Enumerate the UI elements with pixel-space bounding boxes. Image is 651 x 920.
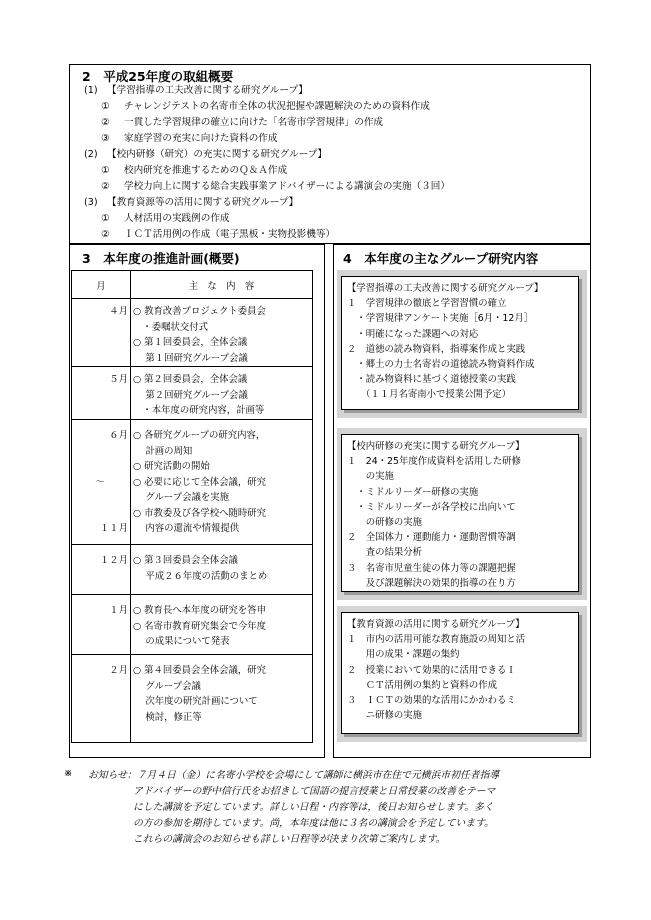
- group1-title: 【学習指導の工夫改善に関する研究グループ】: [107, 85, 308, 96]
- panel-line: ２ 授業において効果的に活用できるＩ: [347, 664, 516, 676]
- section2-heading: 2 平成25年度の取組概要: [82, 69, 234, 84]
- panel-line: ・ミドルリーダー研修の実施: [347, 486, 479, 498]
- panel-school-training: [341, 434, 579, 592]
- panel-educational-resources: [341, 612, 579, 734]
- panel-title: 【校内研修の充実に関する研究グループ】: [347, 441, 525, 452]
- notice-mark: ※: [64, 768, 73, 779]
- notice-line: アドバイザーの野中信行氏をお招きして国語の提言授業と日常授業の改善をテーマ: [133, 786, 496, 797]
- table-row: [72, 367, 313, 420]
- panel-line: の実施: [347, 471, 394, 483]
- group2-item2-mark: ②: [101, 181, 110, 192]
- panel-line: １ 市内の活用可能な教育施設の周知と活: [347, 634, 526, 646]
- panel-line: ＣＴ活用例の集約と資料の作成: [347, 679, 498, 691]
- month-cell: １２月: [72, 545, 131, 595]
- content-cell: ○ 各研究グループの研究内容， 計画の周知 ○ 研究活動の開始 ○ 必要に応じて全体会議，研究 グループ会議を実施 ○ 市教委及び各学校へ随時研究 内容の還流や情報提供: [131, 420, 313, 545]
- month-cell: ５月: [72, 367, 131, 420]
- group1-number: (1): [84, 85, 98, 96]
- month-cell: ４月: [72, 299, 131, 367]
- group3-item1: 人材活用の実践例の作成: [124, 213, 230, 224]
- group1-item3: 家庭学習の充実に向けた資料の作成: [124, 133, 278, 144]
- table-row: [72, 420, 313, 545]
- group3-item2: ＩＣＴ活用例の作成（電子黒板・実物投影機等）: [124, 229, 336, 240]
- group3-number: (3): [84, 197, 98, 208]
- group1-item3-mark: ③: [101, 133, 110, 144]
- group3-item1-mark: ①: [101, 213, 110, 224]
- notice-line: にした講演を予定しています。詳しい日程・内容等は，後日お知らせします。多く: [133, 802, 494, 813]
- month-cell: ２月: [72, 655, 131, 743]
- table-row: [72, 545, 313, 595]
- panel-title: 【教育資源の活用に関する研究グループ】: [347, 619, 525, 630]
- section4-heading: 4 本年度の主なグループ研究内容: [343, 251, 539, 266]
- group2-item1-mark: ①: [101, 165, 110, 176]
- content-cell: ○ 第３回委員会全体会議 平成２６年度の活動のまとめ: [131, 545, 313, 595]
- panel-line: ・読み物資料に基づく道徳授業の実践: [347, 374, 516, 386]
- group2-number: (2): [84, 149, 98, 160]
- group3-title: 【教育資源等の活用に関する研究グループ】: [107, 197, 299, 208]
- month-column-header: 月: [72, 271, 131, 299]
- notice-line: これらの講演会のお知らせも詳しい日程等が決まり次第ご案内します。: [133, 834, 446, 845]
- notice-line: の方の参加を期待しています。尚，本年度は他に３名の講演会を予定しています。: [133, 818, 494, 829]
- panel-learning-guidance: [341, 276, 579, 410]
- schedule-header-row: [72, 271, 313, 299]
- panel-line: （１１月名寄南小で授業公開予定）: [347, 389, 512, 401]
- content-cell: ○ 教育改善プロジェクト委員会 ・委嘱状交付式 ○ 第１回委員会，全体会議 第１回研究グループ会議: [131, 299, 313, 367]
- group2-item2: 学校力向上に関する総合実践事業アドバイザーによる講演会の実施（３回）: [124, 181, 450, 192]
- panel-line: ・明確になった課題への対応: [347, 328, 479, 340]
- notice-line: お知らせ：７月４日（金）に名寄小学校を会場にして講師に横浜市在住で元横浜市初任者指導: [88, 770, 500, 781]
- panel-line: ２ 全国体力・運動能力・運動習慣等調: [347, 532, 516, 544]
- panel-line: １ 学習規律の徹底と学習習慣の確立: [347, 298, 507, 310]
- panel-line: 査の結果分析: [347, 547, 423, 559]
- panel-line: ・ミドルリーダーが各学校に出向いて: [347, 501, 516, 513]
- panel-line: の研修の実施: [347, 517, 423, 529]
- group1-item2-mark: ②: [101, 117, 110, 128]
- table-row: [72, 299, 313, 367]
- month-cell: ６月 ～ １１月: [72, 420, 131, 545]
- table-row: [72, 595, 313, 655]
- panel-line: １ 24・25年度作成資料を活用した研修: [347, 456, 521, 468]
- content-column-header: 主 な 内 容: [131, 271, 313, 299]
- group2-item1: 校内研究を推進するためのＱ＆Ａ作成: [124, 165, 288, 176]
- panel-line: ニ研修の実施: [347, 710, 423, 722]
- panel-line: ・郷土の力士名寄岩の道徳読み物資料作成: [347, 359, 535, 371]
- panel-line: ３ ＩＣＴの効果的な活用にかかわるミ: [347, 695, 516, 707]
- month-cell: １月: [72, 595, 131, 655]
- group2-title: 【校内研修（研究）の充実に関する研究グループ】: [107, 149, 327, 160]
- group3-item2-mark: ②: [101, 229, 110, 240]
- panel-line: ２ 道徳の読み物資料，指導案作成と実践: [347, 343, 526, 355]
- schedule-table: [71, 270, 313, 743]
- section3-heading: 3 本年度の推進計画(概要): [82, 251, 240, 266]
- panel-line: 用の成果・課題の集約: [347, 649, 460, 661]
- group1-item1-mark: ①: [101, 101, 110, 112]
- panel-line: ・学習規律アンケート実施［6月・12月］: [347, 313, 534, 325]
- notice-text: [88, 768, 608, 848]
- group1-item2: 一貫した学習規律の確立に向けた「名寄市学習規律」の作成: [124, 117, 384, 128]
- content-cell: ○ 第４回委員会全体会議，研究 グループ会議 次年度の研究計画について 検討，修正等: [131, 655, 313, 743]
- panel-line: 及び課題解決の効果的指導の在り方: [347, 577, 516, 589]
- content-cell: ○ 第２回委員会，全体会議 第２回研究グループ会議 ・本年度の研究内容，計画等: [131, 367, 313, 420]
- panel-line: ３ 名寄市児童生徒の体力等の課題把握: [347, 562, 516, 574]
- content-cell: ○ 教育長へ本年度の研究を答申 ○ 名寄市教育研究集会で今年度 の成果について発表: [131, 595, 313, 655]
- table-row: [72, 655, 313, 743]
- group1-item1: チャレンジテストの名寄市全体の状況把握や課題解決のための資料作成: [124, 101, 430, 112]
- panel-title: 【学習指導の工夫改善に関する研究グループ】: [347, 283, 544, 294]
